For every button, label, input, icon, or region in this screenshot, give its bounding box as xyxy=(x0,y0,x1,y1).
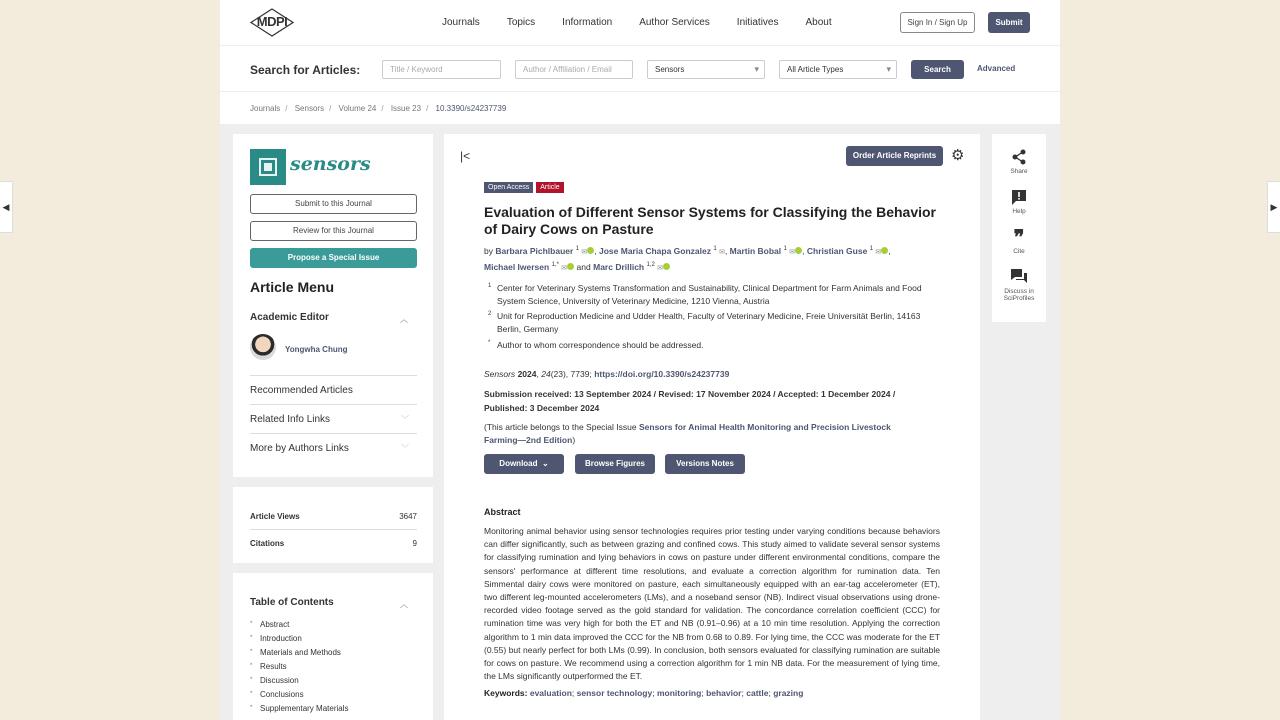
search-label: Search for Articles: xyxy=(250,63,361,77)
affiliation-text: Unit for Reproduction Medicine and Udder Health, Faculty of Veterinary Medicine, Freie Universität Berlin, 14163 Berlin, Germany xyxy=(497,311,921,334)
keywords: Keywords: evaluation; sensor technology; monitoring; behavior; cattle; grazing xyxy=(484,688,804,698)
main-nav xyxy=(442,17,859,28)
help-button[interactable] xyxy=(992,188,1046,215)
submit-button[interactable]: Submit xyxy=(988,12,1030,33)
share-icon xyxy=(1010,148,1028,166)
special-issue-prefix: (This article belongs to the Special Issue xyxy=(484,422,637,432)
keywords-label: Keywords: xyxy=(484,688,528,698)
right-expand-arrow[interactable]: ▶ xyxy=(1267,181,1280,233)
mail-icon[interactable]: ✉ xyxy=(875,248,882,256)
breadcrumb-issue[interactable]: Issue 23 xyxy=(390,104,422,113)
breadcrumb-journals[interactable]: Journals xyxy=(250,104,281,113)
cite-issue-pages: (23), 7739; xyxy=(550,369,592,379)
affiliation-text: Author to whom correspondence should be addressed. xyxy=(497,340,704,350)
special-issue-suffix: ) xyxy=(572,435,576,445)
cite-label: Cite xyxy=(1013,248,1025,255)
search-bar xyxy=(220,45,1060,91)
journal-select[interactable]: Sensors ▾ xyxy=(647,60,765,79)
author-affil-sup: 1 xyxy=(783,246,787,252)
academic-editor-heading[interactable]: Academic Editor xyxy=(250,312,329,323)
mail-icon[interactable]: ✉ xyxy=(719,248,725,256)
chevron-up-icon[interactable]: ︿ xyxy=(400,600,408,609)
breadcrumb-sensors[interactable]: Sensors xyxy=(294,104,325,113)
discuss-label: Discuss in SciProfiles xyxy=(1003,288,1035,302)
toc-item[interactable]: ▪ Conclusions xyxy=(260,690,348,704)
chevron-down-icon: ⌄ xyxy=(539,459,549,468)
author-input[interactable]: Author / Affiliation / Email xyxy=(515,60,633,79)
quote-icon: ❞ xyxy=(1013,225,1025,249)
left-sidebar xyxy=(233,134,433,477)
doi-link[interactable]: https://doi.org/10.3390/s24237739 xyxy=(594,369,730,379)
collapse-sidebar-icon[interactable]: |< xyxy=(460,149,471,163)
article-type-select[interactable]: All Article Types ▾ xyxy=(779,60,897,79)
help-label: Help xyxy=(1012,208,1026,215)
article-main xyxy=(444,134,980,720)
special-issue-note xyxy=(484,421,924,447)
download-button[interactable] xyxy=(484,454,564,474)
article-type-badge: Article xyxy=(536,182,563,193)
nav-journals[interactable]: Journals xyxy=(442,17,480,28)
article-views-label: Article Views xyxy=(250,512,300,521)
left-expand-arrow[interactable]: ◀ xyxy=(0,181,13,233)
submit-to-journal-button[interactable]: Submit to this Journal xyxy=(250,194,417,214)
toc-item[interactable]: ▪ Supplementary Materials xyxy=(260,704,348,718)
search-button[interactable]: Search xyxy=(911,60,964,79)
mdpi-logo[interactable] xyxy=(250,8,294,37)
download-label: Download xyxy=(499,459,538,468)
avatar[interactable] xyxy=(250,334,276,360)
citations-row[interactable] xyxy=(250,539,417,548)
orcid-icon[interactable] xyxy=(795,247,802,254)
breadcrumb: Journals / Sensors / Volume 24 / Issue 23 / 10.3390/s24237739 xyxy=(220,91,1060,124)
top-header xyxy=(220,0,1060,45)
author-link[interactable]: Barbara Pichlbauer xyxy=(495,245,574,256)
orcid-icon[interactable] xyxy=(663,263,670,270)
keyword-link[interactable]: behavior xyxy=(706,688,742,698)
article-menu-heading: Article Menu xyxy=(250,279,335,295)
author-affil-sup: 1,2 xyxy=(646,262,655,269)
author-link[interactable]: Michael Iwersen xyxy=(484,262,550,273)
versions-notes-button[interactable]: Versions Notes xyxy=(665,454,745,474)
cite-year: 2024 xyxy=(517,369,537,379)
abstract-text: Monitoring animal behavior using sensor technologies requires prior testing under varying conditions because behaviors can differ significantly, such as between grazing and confined cows. This study aimed to validate several sensor systems for classifying rumination and lying behaviors in cows on pasture under different environmental conditions, compare the sensors' performance at different time resolutions, and evaluate a correction algorithm for rumination data. Ten Simmental dairy cows were monitored on pasture, each simultaneously equipped with an ear-tag accelerometer (ET), two different leg-mounted accelerometers (LMs), and a noseband sensor (NB). Indirect visual observations using drone-recorded video footage served as the gold standard for validation. The concordance correlation coefficient (CCC) for rumination time was very high for both the ET and NB (0.91–0.96) at a 10 min time resolution. Applying the correction algorithm to 1 min data improved the CCC for the NB from 0.68 to 0.89. For lying time, the CCC was moderate for the ET (0.55) but nearly perfect for both LMs (0.99). In conclusion, both sensors evaluated for classifying rumination are suitable for cows on pasture. We recommend using a correction algorithm for 1 min NB data. For the measurement of lying time, the LMs significantly outperformed the ET. xyxy=(484,526,940,682)
mail-icon[interactable]: ✉ xyxy=(561,265,568,273)
open-access-badge: Open Access xyxy=(484,182,533,193)
article-views-row xyxy=(250,512,417,521)
recommended-articles-label: Recommended Articles xyxy=(250,385,353,396)
table-of-contents xyxy=(233,573,433,720)
orcid-icon[interactable] xyxy=(567,263,574,270)
share-button[interactable] xyxy=(992,148,1046,175)
keyword-link[interactable]: sensor technology xyxy=(576,688,653,698)
author-list: by Barbara Pichlbauer $^1$ ✉ , Jose Maria Chapa Gonzalez $^1$ ✉, Martin Bobal $^1$ ✉ , Christian Guse $^1$ ✉ , Michael Iwersen $^{1,*}$ ✉ and Marc Drillich $^{1,2}$ ✉ xyxy=(484,245,891,273)
author-link[interactable]: Martin Bobal xyxy=(729,245,782,256)
discussion-icon xyxy=(1010,268,1028,286)
nav-author-services[interactable]: Author Services xyxy=(639,17,710,28)
keyword-link[interactable]: grazing xyxy=(773,688,804,698)
citations-label: Citations xyxy=(250,539,285,548)
editor-name-link[interactable]: Yongwha Chung xyxy=(285,345,348,354)
cite-volume: 24 xyxy=(541,369,551,379)
share-label: Share xyxy=(1010,168,1028,175)
and-label: and xyxy=(576,262,591,273)
mail-icon[interactable]: ✉ xyxy=(657,265,664,273)
affiliation-number: 1 xyxy=(488,283,492,289)
nav-about[interactable]: About xyxy=(805,17,832,28)
article-tags xyxy=(484,182,564,193)
more-by-authors-label: More by Authors Links xyxy=(250,443,349,454)
keyword-link[interactable]: evaluation xyxy=(529,688,572,698)
affiliation-1 xyxy=(484,282,944,308)
mail-icon[interactable]: ✉ xyxy=(789,248,796,256)
keyword-link[interactable]: cattle xyxy=(746,688,769,698)
toc-item[interactable]: ▪ Discussion xyxy=(260,676,348,690)
affiliation-number: * xyxy=(488,340,491,346)
author-affil-sup: 1 xyxy=(869,246,874,252)
sign-in-button[interactable]: Sign In / Sign Up xyxy=(900,12,975,33)
article-title: Evaluation of Different Sensor Systems for Classifying the Behavior of Dairy Cows on Pasture xyxy=(484,204,936,237)
gear-icon[interactable]: ⚙ xyxy=(951,147,965,164)
toc-item[interactable]: ▪ Results xyxy=(260,662,348,676)
nav-initiatives[interactable]: Initiatives xyxy=(736,17,779,28)
order-reprints-button[interactable]: Order Article Reprints xyxy=(846,146,943,166)
toc-list xyxy=(260,620,348,718)
nav-topics[interactable]: Topics xyxy=(506,17,536,28)
article-views-value: 3647 xyxy=(399,512,417,521)
toc-title[interactable]: Table of Contents xyxy=(250,597,334,608)
author-link[interactable]: Marc Drillich xyxy=(593,262,645,273)
publication-dates: Submission received: 13 September 2024 / Revised: 17 November 2024 / Accepted: 1 December 2024 / Published: 3 December 2024 xyxy=(484,389,896,413)
author-link[interactable]: Jose Maria Chapa Gonzalez xyxy=(599,245,711,256)
by-label: by xyxy=(484,245,493,256)
chevron-down-icon: ﹀ xyxy=(401,415,409,424)
mdpi-logo-text: MDPI xyxy=(256,14,288,29)
help-icon xyxy=(1010,188,1028,206)
related-info-links-label: Related Info Links xyxy=(250,414,331,425)
orcid-icon[interactable] xyxy=(881,247,888,254)
toc-item[interactable]: ▪ Materials and Methods xyxy=(260,648,348,662)
breadcrumb-doi[interactable]: 10.3390/s24237739 xyxy=(435,104,507,113)
propose-special-issue-button[interactable]: Propose a Special Issue xyxy=(250,248,417,268)
keyword-link[interactable]: monitoring xyxy=(656,688,702,698)
mail-icon[interactable]: ✉ xyxy=(581,248,588,256)
affiliation-2 xyxy=(484,310,944,336)
nav-information[interactable]: Information xyxy=(562,17,613,28)
breadcrumb-volume[interactable]: Volume 24 xyxy=(338,104,377,113)
discuss-button[interactable] xyxy=(992,268,1046,302)
chevron-down-icon: ﹀ xyxy=(401,444,409,453)
author-link[interactable]: Christian Guse xyxy=(806,245,868,256)
title-keyword-input[interactable]: Title / Keyword xyxy=(382,60,501,79)
author-affil-sup: 1 xyxy=(713,246,717,252)
advanced-search-link[interactable]: Advanced xyxy=(977,64,1016,73)
author-affil-sup: 1 xyxy=(575,246,580,252)
journal-name[interactable]: sensors xyxy=(290,153,371,175)
article-stats xyxy=(233,487,433,563)
chevron-up-icon[interactable]: ︿ xyxy=(400,315,408,324)
citations-value: 9 xyxy=(412,539,417,548)
correspondence-note xyxy=(484,339,944,352)
more-by-authors-item[interactable] xyxy=(250,433,417,462)
affiliation-text: Center for Veterinary Systems Transformation and Sustainability, Clinical Department for Farm Animals and Food System Science, University of Veterinary Medicine, 1210 Vienna, Austria xyxy=(497,283,922,306)
review-for-journal-button[interactable]: Review for this Journal xyxy=(250,221,417,241)
abstract-heading: Abstract xyxy=(484,507,521,517)
browse-figures-button[interactable]: Browse Figures xyxy=(575,454,655,474)
citation-line: Sensors 2024, 24(23), 7739; https://doi.org/10.3390/s24237739 xyxy=(484,369,730,379)
cite-journal: Sensors xyxy=(484,369,516,379)
sensors-journal-icon[interactable] xyxy=(250,149,286,185)
orcid-icon[interactable] xyxy=(587,247,594,254)
related-info-links-item[interactable] xyxy=(250,404,417,433)
author-affil-sup: 1,* xyxy=(551,262,559,269)
right-toolbar xyxy=(992,134,1046,322)
toc-item[interactable]: ▪ Abstract xyxy=(260,620,348,634)
affiliation-number: 2 xyxy=(488,311,492,317)
toc-item[interactable]: ▪ Introduction xyxy=(260,634,348,648)
special-issue-link[interactable]: Sensors for Animal Health Monitoring and Precision Livestock Farming—2nd Edition xyxy=(484,422,891,445)
page xyxy=(220,0,1060,720)
recommended-articles-item[interactable] xyxy=(250,375,417,404)
cite-button[interactable] xyxy=(992,225,1046,255)
